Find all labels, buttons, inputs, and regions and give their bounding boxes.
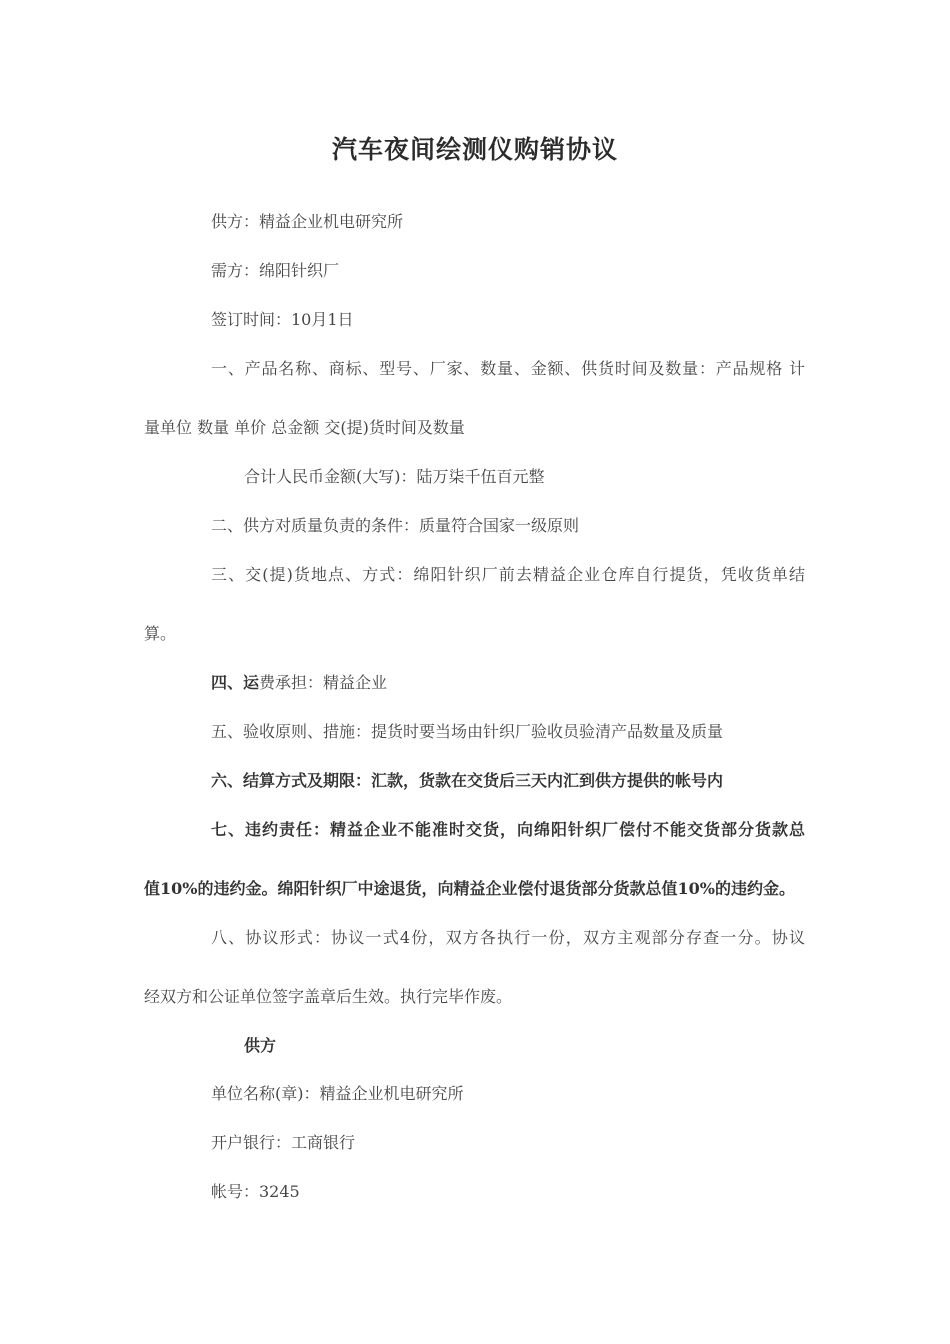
clause1-line2: 量单位 数量 单价 总金额 交(提)货时间及数量	[144, 418, 465, 437]
clause7-line1: 七、违约责任：精益企业不能准时交货，向绵阳针织厂偿付不能交货部分货款总	[211, 820, 805, 839]
clause8-line2: 经双方和公证单位签字盖章后生效。执行完毕作废。	[144, 987, 513, 1006]
clause7-line2: 值10%的违约金。绵阳针织厂中途退货，向精益企业偿付退货部分货款总值10%的违约金。	[144, 879, 795, 898]
supplier-line: 供方：精益企业机电研究所	[211, 212, 404, 231]
signature-heading: 供方	[244, 1036, 277, 1055]
signing-time-line: 签订时间：10月1日	[211, 310, 354, 329]
signature-bank: 开户银行：工商银行	[211, 1133, 356, 1152]
clause2: 二、供方对质量负责的条件：质量符合国家一级原则	[211, 516, 580, 535]
document-title: 汽车夜间绘测仪购销协议	[331, 135, 618, 164]
clause4-rest: 费承担：精益企业	[259, 673, 388, 692]
clause1-line1: 一、产品名称、商标、型号、厂家、数量、金额、供货时间及数量：产品规格 计	[211, 359, 805, 378]
signature-unit-name: 单位名称(章)：精益企业机电研究所	[211, 1084, 464, 1103]
clause3-line1: 三、交(提)货地点、方式：绵阳针织厂前去精益企业仓库自行提货，凭收货单结	[211, 565, 805, 584]
clause8-line1: 八、协议形式：协议一式4份，双方各执行一份，双方主观部分存查一分。协议	[211, 928, 805, 947]
buyer-line: 需方：绵阳针织厂	[211, 261, 340, 280]
clause1-total: 合计人民币金额(大写)：陆万柒千伍百元整	[244, 467, 545, 486]
clause4	[211, 671, 387, 695]
clause5: 五、验收原则、措施：提货时要当场由针织厂验收员验清产品数量及质量	[211, 722, 724, 741]
clause3-line2: 算。	[144, 624, 177, 643]
clause4-prefix: 四、运	[211, 673, 260, 692]
signature-account: 帐号：3245	[211, 1182, 300, 1201]
clause6: 六、结算方式及期限：汇款，货款在交货后三天内汇到供方提供的帐号内	[211, 771, 724, 790]
